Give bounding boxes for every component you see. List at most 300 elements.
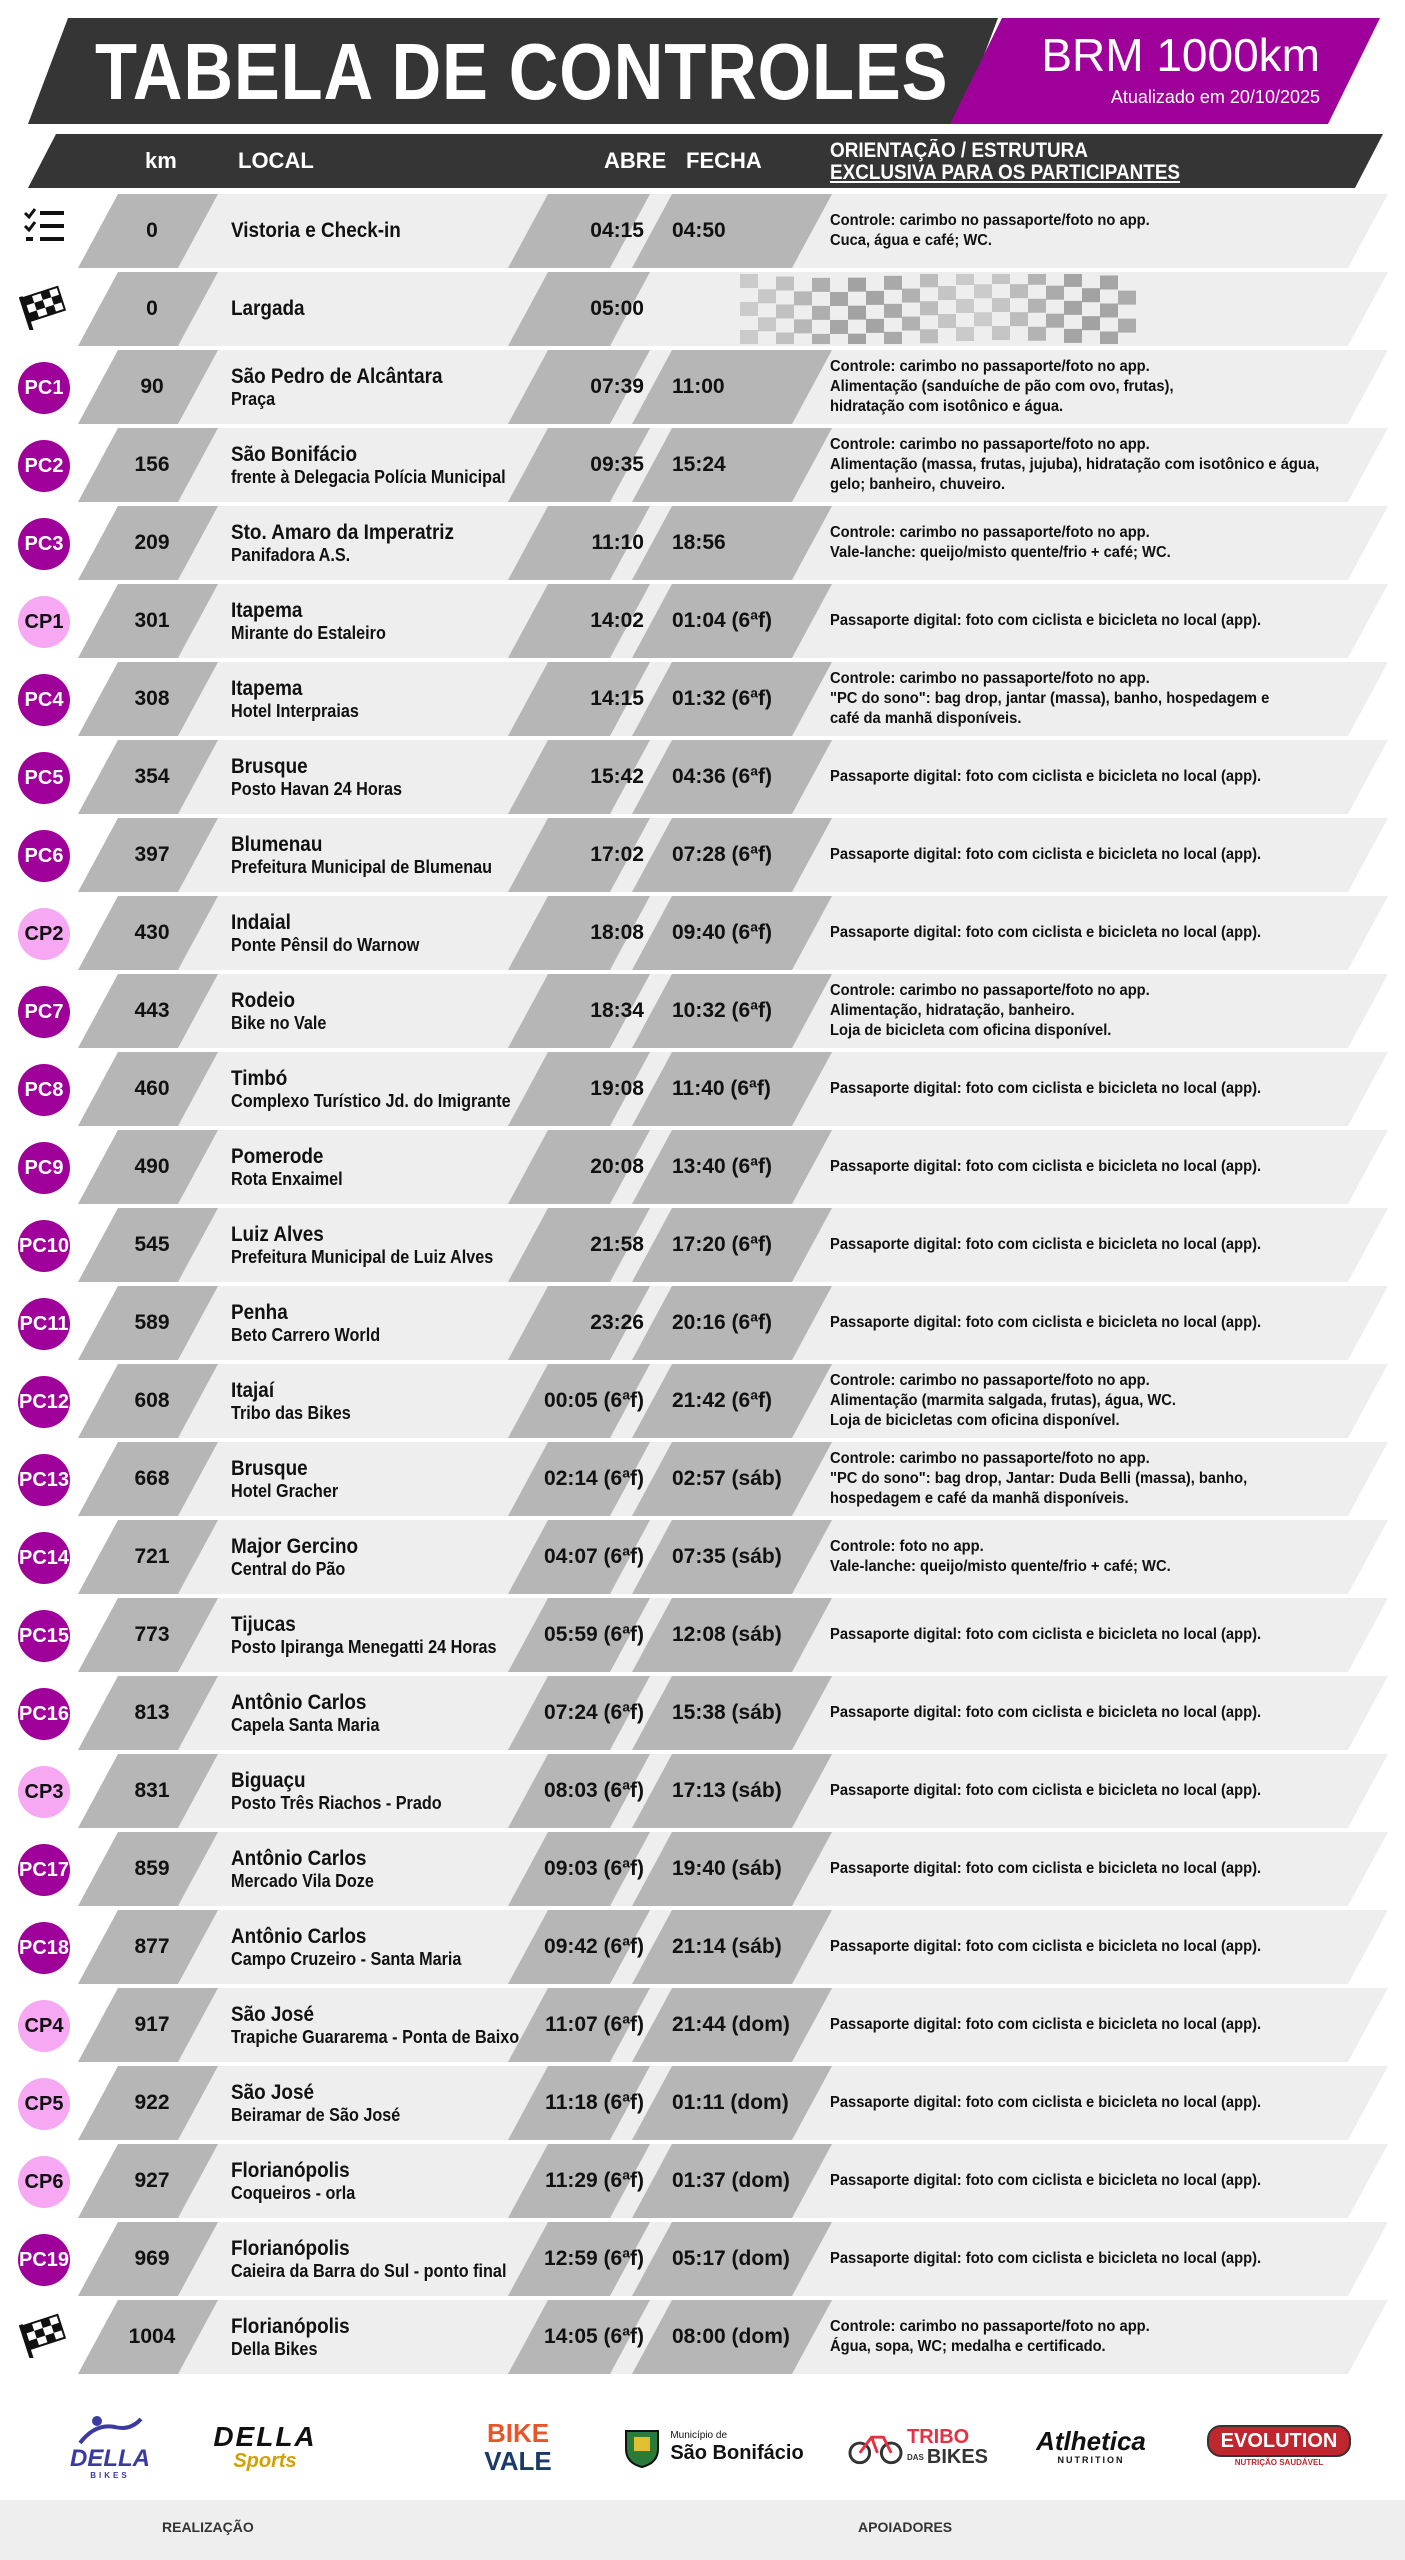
control-badge: CP1 bbox=[18, 596, 70, 648]
location-name: Penha bbox=[231, 1300, 288, 1324]
location-name: Pomerode bbox=[231, 1144, 324, 1168]
km-value: 608 bbox=[134, 1389, 170, 1412]
tribo-logo-small: DAS bbox=[906, 2452, 924, 2462]
control-badge: CP5 bbox=[18, 2078, 70, 2130]
location-detail: Hotel Interpraias bbox=[231, 700, 359, 721]
apoiadores-label: APOIADORES bbox=[858, 2519, 953, 2535]
closing-time: 01:04 (6ªf) bbox=[672, 609, 772, 632]
bike-no-vale-logo bbox=[478, 2412, 558, 2482]
location-name: Luiz Alves bbox=[231, 1222, 324, 1246]
cyclist-icon bbox=[75, 2413, 145, 2447]
control-badge: PC8 bbox=[18, 1064, 70, 1116]
orientation-note-line: Vale-lanche: queijo/misto quente/frio + café; WC. bbox=[830, 1558, 1171, 1575]
location bbox=[231, 350, 531, 424]
orientation-note-line: Controle: carimbo no passaporte/foto no app. bbox=[830, 982, 1150, 999]
atlhetica-logo-text: Atlhetica bbox=[1036, 2426, 1146, 2456]
location bbox=[231, 272, 531, 346]
orientation-note-line: Loja de bicicletas com oficina disponível. bbox=[830, 1412, 1120, 1429]
orientation-note-line: Controle: carimbo no passaporte/foto no app. bbox=[830, 358, 1150, 375]
tribo-text bbox=[907, 2427, 988, 2467]
control-badge: PC18 bbox=[18, 1922, 70, 1974]
orientation-note-line: Vale-lanche: queijo/misto quente/frio + café; WC. bbox=[830, 544, 1171, 561]
km-value: 90 bbox=[140, 375, 164, 398]
location-detail: Mirante do Estaleiro bbox=[231, 622, 386, 643]
orientation-note-line: Passaporte digital: foto com ciclista e bicicleta no local (app). bbox=[830, 2172, 1262, 2189]
closing-time: 11:40 (6ªf) bbox=[672, 1077, 771, 1100]
closing-time: 07:28 (6ªf) bbox=[672, 843, 772, 866]
location-name: Blumenau bbox=[231, 832, 323, 856]
atlhetica-logo-subtext: NUTRITION bbox=[1057, 2455, 1125, 2465]
location-name: Indaial bbox=[231, 910, 291, 934]
location bbox=[231, 740, 531, 814]
location-detail: Hotel Gracher bbox=[231, 1480, 339, 1501]
opening-time: 07:39 bbox=[590, 375, 644, 398]
location-name: Rodeio bbox=[231, 988, 296, 1012]
location-name: Largada bbox=[231, 297, 305, 320]
orientation-note-line: Passaporte digital: foto com ciclista e bicicleta no local (app). bbox=[830, 768, 1262, 785]
location-detail: Campo Cruzeiro - Santa Maria bbox=[231, 1948, 462, 1969]
location-detail: Panifadora A.S. bbox=[231, 544, 351, 565]
closing-time: 10:32 (6ªf) bbox=[672, 999, 772, 1022]
orientation-note-line: Passaporte digital: foto com ciclista e bicicleta no local (app). bbox=[830, 1236, 1262, 1253]
location bbox=[231, 194, 531, 268]
orientation-notes bbox=[830, 740, 1378, 814]
opening-time: 05:00 bbox=[590, 297, 644, 320]
della-bikes-logo bbox=[60, 2412, 160, 2482]
location-detail: Bike no Vale bbox=[231, 1012, 327, 1033]
control-badge: CP2 bbox=[18, 908, 70, 960]
sponsor-logos bbox=[0, 2392, 1405, 2498]
location-detail: Beiramar de São José bbox=[231, 2104, 401, 2125]
table-row bbox=[0, 428, 1405, 502]
closing-time: 01:32 (6ªf) bbox=[672, 687, 772, 710]
location-detail: Prefeitura Municipal de Blumenau bbox=[231, 856, 493, 877]
location-name: Major Gercino bbox=[231, 1534, 359, 1558]
location bbox=[231, 2144, 531, 2218]
location bbox=[231, 584, 531, 658]
table-row bbox=[0, 1052, 1405, 1126]
della-sports-logo bbox=[190, 2412, 340, 2482]
control-badge: PC3 bbox=[18, 518, 70, 570]
column-orientation bbox=[830, 140, 1180, 184]
closing-time: 15:38 (sáb) bbox=[672, 1701, 782, 1724]
della-sports-logo-text: DELLA bbox=[213, 2421, 317, 2452]
orientation-note-line: Controle: carimbo no passaporte/foto no app. bbox=[830, 2318, 1150, 2335]
control-badge: PC9 bbox=[18, 1142, 70, 1194]
km-value: 209 bbox=[134, 531, 170, 554]
location bbox=[231, 1286, 531, 1360]
orientation-note-line: Passaporte digital: foto com ciclista e bicicleta no local (app). bbox=[830, 924, 1262, 941]
control-badge: PC13 bbox=[18, 1454, 70, 1506]
control-badge: PC16 bbox=[18, 1688, 70, 1740]
location-detail: Mercado Vila Doze bbox=[231, 1870, 374, 1891]
location-name: Timbó bbox=[231, 1066, 288, 1090]
location-detail: Posto Ipiranga Menegatti 24 Horas bbox=[231, 1636, 497, 1657]
location-name: Itapema bbox=[231, 598, 303, 622]
opening-time: 12:59 (6ªf) bbox=[544, 2247, 644, 2270]
location bbox=[231, 1364, 531, 1438]
table-row bbox=[0, 974, 1405, 1048]
location bbox=[231, 1520, 531, 1594]
orientation-notes bbox=[830, 1676, 1378, 1750]
tribo-das-bikes-logo bbox=[848, 2412, 988, 2482]
orientation-note-line: Alimentação (marmita salgada, frutas), água, WC. bbox=[830, 1392, 1177, 1409]
location bbox=[231, 1988, 531, 2062]
location-name: São Pedro de Alcântara bbox=[231, 364, 443, 388]
della-sports-logo-subtext: Sports bbox=[233, 2450, 297, 2472]
table-row bbox=[0, 2144, 1405, 2218]
control-badge: PC1 bbox=[18, 362, 70, 414]
location-detail: Coqueiros - orla bbox=[231, 2182, 356, 2203]
opening-time: 09:03 (6ªf) bbox=[544, 1857, 644, 1880]
km-value: 1004 bbox=[128, 2325, 176, 2348]
coat-of-arms-icon bbox=[620, 2425, 664, 2469]
orientation-notes bbox=[830, 1754, 1378, 1828]
km-value: 308 bbox=[134, 687, 170, 710]
orientation-notes bbox=[830, 1832, 1378, 1906]
della-logo-text: DELLA bbox=[70, 2445, 150, 2472]
control-badge: CP3 bbox=[18, 1766, 70, 1818]
table-row bbox=[0, 2222, 1405, 2296]
evolution-logo-text: EVOLUTION bbox=[1207, 2425, 1352, 2457]
location-name: Vistoria e Check-in bbox=[231, 219, 401, 242]
km-value: 443 bbox=[134, 999, 170, 1022]
sao-bonifacio-text bbox=[670, 2430, 803, 2464]
orientation-notes bbox=[830, 272, 1378, 346]
closing-time: 05:17 (dom) bbox=[672, 2247, 790, 2270]
location-name: Itajaí bbox=[231, 1378, 275, 1402]
orientation-notes bbox=[830, 2066, 1378, 2140]
checkered-flag-icon bbox=[18, 2312, 70, 2364]
location-name: Brusque bbox=[231, 1456, 308, 1480]
orientation-notes bbox=[830, 662, 1378, 736]
orientation-notes bbox=[830, 428, 1378, 502]
location-detail: Posto Três Riachos - Prado bbox=[231, 1792, 442, 1813]
opening-time: 00:05 (6ªf) bbox=[544, 1389, 644, 1412]
table-row bbox=[0, 1832, 1405, 1906]
control-badge: CP4 bbox=[18, 2000, 70, 2052]
orientation-note-line: Controle: carimbo no passaporte/foto no app. bbox=[830, 212, 1150, 229]
orientation-note-line: Controle: carimbo no passaporte/foto no app. bbox=[830, 670, 1150, 687]
control-badge: PC2 bbox=[18, 440, 70, 492]
orientation-notes bbox=[830, 1286, 1378, 1360]
location-name: São Bonifácio bbox=[231, 442, 358, 466]
orientation-note-line: Passaporte digital: foto com ciclista e bicicleta no local (app). bbox=[830, 1938, 1262, 1955]
location bbox=[231, 1676, 531, 1750]
location-detail: Beto Carrero World bbox=[231, 1324, 381, 1345]
orientation-note-line: Controle: carimbo no passaporte/foto no app. bbox=[830, 436, 1150, 453]
opening-time: 09:42 (6ªf) bbox=[544, 1935, 644, 1958]
evolution-logo-subtext: NUTRIÇÃO SAUDÁVEL bbox=[1234, 2458, 1324, 2467]
updated-date: Atualizado em 20/10/2025 bbox=[1110, 87, 1320, 107]
closing-time: 20:16 (6ªf) bbox=[672, 1311, 772, 1334]
table-row bbox=[0, 584, 1405, 658]
table-row bbox=[0, 1364, 1405, 1438]
orientation-note-line: Passaporte digital: foto com ciclista e bicicleta no local (app). bbox=[830, 1158, 1262, 1175]
km-value: 460 bbox=[134, 1077, 170, 1100]
column-orientation-line1: ORIENTAÇÃO / ESTRUTURA bbox=[830, 139, 1088, 162]
orientation-notes bbox=[830, 1988, 1378, 2062]
orientation-notes bbox=[830, 896, 1378, 970]
orientation-notes bbox=[830, 1208, 1378, 1282]
km-value: 969 bbox=[134, 2247, 170, 2270]
location-name: Florianópolis bbox=[231, 2158, 350, 2182]
opening-time: 07:24 (6ªf) bbox=[544, 1701, 644, 1724]
sao-bonifacio-small: Município de bbox=[670, 2430, 728, 2441]
closing-time: 11:00 bbox=[672, 375, 725, 398]
location bbox=[231, 1442, 531, 1516]
control-badge: PC5 bbox=[18, 752, 70, 804]
closing-time: 13:40 (6ªf) bbox=[672, 1155, 772, 1178]
km-value: 589 bbox=[134, 1311, 170, 1334]
closing-time: 19:40 (sáb) bbox=[672, 1857, 782, 1880]
opening-time: 09:35 bbox=[590, 453, 644, 476]
location-detail: Posto Havan 24 Horas bbox=[231, 778, 403, 799]
location bbox=[231, 1052, 531, 1126]
orientation-note-line: Controle: carimbo no passaporte/foto no app. bbox=[830, 1450, 1150, 1467]
orientation-note-line: Cuca, água e café; WC. bbox=[830, 232, 992, 249]
opening-time: 21:58 bbox=[590, 1233, 644, 1256]
location bbox=[231, 1754, 531, 1828]
orientation-notes bbox=[830, 584, 1378, 658]
km-value: 156 bbox=[134, 453, 170, 476]
orientation-note-line: Controle: foto no app. bbox=[830, 1538, 984, 1555]
column-local: LOCAL bbox=[238, 148, 314, 173]
closing-time: 17:20 (6ªf) bbox=[672, 1233, 772, 1256]
opening-time: 14:02 bbox=[590, 609, 644, 632]
table-row bbox=[0, 1442, 1405, 1516]
column-fecha: FECHA bbox=[686, 148, 762, 173]
location-detail: Praça bbox=[231, 388, 276, 409]
location-name: São José bbox=[231, 2002, 314, 2026]
checkered-flag-icon bbox=[18, 284, 70, 336]
km-value: 773 bbox=[134, 1623, 170, 1646]
km-value: 668 bbox=[134, 1467, 170, 1490]
event-title: BRM 1000km bbox=[1041, 29, 1320, 81]
orientation-notes bbox=[830, 2300, 1378, 2374]
opening-time: 02:14 (6ªf) bbox=[544, 1467, 644, 1490]
evolution-logo bbox=[1204, 2412, 1354, 2482]
km-value: 917 bbox=[134, 2013, 170, 2036]
location-detail: Prefeitura Municipal de Luiz Alves bbox=[231, 1246, 494, 1267]
km-value: 397 bbox=[134, 843, 170, 866]
opening-time: 04:15 bbox=[590, 219, 644, 242]
orientation-note-line: Alimentação (sanduíche de pão com ovo, frutas), bbox=[830, 378, 1174, 395]
tribo-logo-text2: BIKES bbox=[926, 2446, 988, 2468]
table-row bbox=[0, 1676, 1405, 1750]
realizacao-label: REALIZAÇÃO bbox=[162, 2519, 254, 2535]
location-name: Tijucas bbox=[231, 1612, 296, 1636]
control-badge: PC17 bbox=[18, 1844, 70, 1896]
opening-time: 11:10 bbox=[591, 531, 644, 554]
column-km: km bbox=[145, 148, 177, 173]
orientation-note-line: hospedagem e café da manhã disponíveis. bbox=[830, 1490, 1129, 1507]
km-value: 354 bbox=[134, 765, 170, 788]
closing-time: 17:13 (sáb) bbox=[672, 1779, 782, 1802]
location bbox=[231, 1910, 531, 1984]
km-value: 545 bbox=[134, 1233, 170, 1256]
closing-time: 21:14 (sáb) bbox=[672, 1935, 782, 1958]
orientation-notes bbox=[830, 1052, 1378, 1126]
km-value: 0 bbox=[146, 297, 158, 320]
location-detail: Rota Enxaimel bbox=[231, 1168, 343, 1189]
orientation-note-line: gelo; banheiro, chuveiro. bbox=[830, 476, 1006, 493]
table-row bbox=[0, 1520, 1405, 1594]
orientation-notes bbox=[830, 974, 1378, 1048]
della-logo-subtext: BIKES bbox=[90, 2471, 130, 2480]
table-row bbox=[0, 2066, 1405, 2140]
location-detail: Caieira da Barra do Sul - ponto final bbox=[231, 2260, 507, 2281]
km-value: 831 bbox=[134, 1779, 170, 1802]
orientation-note-line: Passaporte digital: foto com ciclista e bicicleta no local (app). bbox=[830, 2094, 1262, 2111]
location bbox=[231, 1208, 531, 1282]
orientation-notes bbox=[830, 506, 1378, 580]
location-detail: Central do Pão bbox=[231, 1558, 346, 1579]
table-row bbox=[0, 272, 1405, 346]
location bbox=[231, 662, 531, 736]
location bbox=[231, 896, 531, 970]
tribo-logo-line2 bbox=[907, 2447, 988, 2467]
table-row bbox=[0, 1208, 1405, 1282]
orientation-note-line: Passaporte digital: foto com ciclista e bicicleta no local (app). bbox=[830, 2016, 1262, 2033]
location-name: Sto. Amaro da Imperatriz bbox=[231, 520, 455, 544]
km-value: 490 bbox=[134, 1155, 170, 1178]
orientation-note-line: hidratação com isotônico e água. bbox=[830, 398, 1064, 415]
orientation-note-line: Passaporte digital: foto com ciclista e bicicleta no local (app). bbox=[830, 846, 1262, 863]
opening-time: 18:34 bbox=[590, 999, 644, 1022]
orientation-notes bbox=[830, 2144, 1378, 2218]
closing-time: 12:08 (sáb) bbox=[672, 1623, 782, 1646]
km-value: 301 bbox=[134, 609, 170, 632]
table-row bbox=[0, 896, 1405, 970]
orientation-notes bbox=[830, 1520, 1378, 1594]
closing-time: 18:56 bbox=[672, 531, 726, 554]
closing-time: 01:11 (dom) bbox=[672, 2091, 789, 2114]
column-abre: ABRE bbox=[604, 148, 667, 173]
location-name: Antônio Carlos bbox=[231, 1690, 367, 1714]
opening-time: 04:07 (6ªf) bbox=[544, 1545, 644, 1568]
checklist-icon bbox=[18, 206, 70, 258]
orientation-notes bbox=[830, 350, 1378, 424]
orientation-note-line: Passaporte digital: foto com ciclista e bicicleta no local (app). bbox=[830, 1080, 1262, 1097]
opening-time: 23:26 bbox=[590, 1311, 644, 1334]
orientation-note-line: Passaporte digital: foto com ciclista e bicicleta no local (app). bbox=[830, 1782, 1262, 1799]
opening-time: 18:08 bbox=[590, 921, 644, 944]
table-row bbox=[0, 1754, 1405, 1828]
orientation-note-line: Passaporte digital: foto com ciclista e bicicleta no local (app). bbox=[830, 2250, 1262, 2267]
location-detail: Complexo Turístico Jd. do Imigrante bbox=[231, 1090, 511, 1111]
km-value: 430 bbox=[134, 921, 170, 944]
km-value: 927 bbox=[134, 2169, 170, 2192]
table-row bbox=[0, 818, 1405, 892]
location bbox=[231, 2222, 531, 2296]
closing-time: 21:44 (dom) bbox=[672, 2013, 790, 2036]
closing-time: 09:40 (6ªf) bbox=[672, 921, 772, 944]
table-row bbox=[0, 1988, 1405, 2062]
bike-vale-logo-text2: VALE bbox=[484, 2446, 552, 2476]
orientation-notes bbox=[830, 1364, 1378, 1438]
location-name: São José bbox=[231, 2080, 314, 2104]
orientation-notes bbox=[830, 1442, 1378, 1516]
orientation-note-line: Passaporte digital: foto com ciclista e bicicleta no local (app). bbox=[830, 1626, 1262, 1643]
table-row bbox=[0, 1910, 1405, 1984]
orientation-notes bbox=[830, 818, 1378, 892]
control-badge: PC7 bbox=[18, 986, 70, 1038]
control-badge: PC15 bbox=[18, 1610, 70, 1662]
closing-time: 01:37 (dom) bbox=[672, 2169, 790, 2192]
location-detail: Capela Santa Maria bbox=[231, 1714, 380, 1735]
orientation-note-line: Passaporte digital: foto com ciclista e bicicleta no local (app). bbox=[830, 1314, 1262, 1331]
orientation-notes bbox=[830, 1598, 1378, 1672]
orientation-note-line: Controle: carimbo no passaporte/foto no app. bbox=[830, 524, 1150, 541]
location bbox=[231, 1832, 531, 1906]
location-detail: frente à Delegacia Polícia Municipal bbox=[231, 466, 506, 487]
closing-time: 07:35 (sáb) bbox=[672, 1545, 782, 1568]
table-row bbox=[0, 662, 1405, 736]
sao-bonifacio-name: São Bonifácio bbox=[670, 2442, 804, 2464]
location bbox=[231, 974, 531, 1048]
control-badge: PC12 bbox=[18, 1376, 70, 1428]
opening-time: 11:18 (6ªf) bbox=[545, 2091, 644, 2114]
km-value: 813 bbox=[134, 1701, 170, 1724]
location bbox=[231, 1598, 531, 1672]
closing-time: 08:00 (dom) bbox=[672, 2325, 790, 2348]
location-name: Antônio Carlos bbox=[231, 1846, 367, 1870]
sao-bonifacio-logo bbox=[612, 2412, 812, 2482]
opening-time: 14:05 (6ªf) bbox=[544, 2325, 644, 2348]
control-badge: PC4 bbox=[18, 674, 70, 726]
location-name: Itapema bbox=[231, 676, 303, 700]
table-row bbox=[0, 1598, 1405, 1672]
closing-time: 04:50 bbox=[672, 219, 726, 242]
location-detail: Tribo das Bikes bbox=[231, 1402, 351, 1423]
opening-time: 20:08 bbox=[590, 1155, 644, 1178]
orientation-note-line: café da manhã disponíveis. bbox=[830, 710, 1022, 727]
orientation-note-line: Alimentação, hidratação, banheiro. bbox=[830, 1002, 1075, 1019]
table-row bbox=[0, 1130, 1405, 1204]
location-name: Antônio Carlos bbox=[231, 1924, 367, 1948]
orientation-note-line: Passaporte digital: foto com ciclista e bicicleta no local (app). bbox=[830, 612, 1262, 629]
km-value: 877 bbox=[134, 1935, 170, 1958]
closing-time: 21:42 (6ªf) bbox=[672, 1389, 772, 1412]
orientation-notes bbox=[830, 194, 1378, 268]
km-value: 859 bbox=[134, 1857, 170, 1880]
opening-time: 05:59 (6ªf) bbox=[544, 1623, 644, 1646]
table-row bbox=[0, 506, 1405, 580]
orientation-note-line: Passaporte digital: foto com ciclista e bicicleta no local (app). bbox=[830, 1704, 1262, 1721]
page-title: TABELA DE CONTROLES bbox=[95, 27, 949, 116]
opening-time: 14:15 bbox=[590, 687, 644, 710]
orientation-note-line: "PC do sono": bag drop, jantar (massa), banho, hospedagem e bbox=[830, 690, 1270, 707]
location-name: Florianópolis bbox=[231, 2236, 350, 2260]
bike-vale-logo-text1: BIKE bbox=[486, 2418, 550, 2448]
control-badge: PC19 bbox=[18, 2234, 70, 2286]
bicycle-icon bbox=[848, 2427, 903, 2467]
km-value: 721 bbox=[134, 1545, 170, 1568]
km-value: 0 bbox=[146, 219, 158, 242]
location bbox=[231, 818, 531, 892]
orientation-note-line: Passaporte digital: foto com ciclista e bicicleta no local (app). bbox=[830, 1860, 1262, 1877]
column-orientation-line2: EXCLUSIVA PARA OS PARTICIPANTES bbox=[830, 161, 1181, 184]
table-row bbox=[0, 2300, 1405, 2374]
control-badge: PC11 bbox=[18, 1298, 70, 1350]
opening-time: 11:07 (6ªf) bbox=[545, 2013, 644, 2036]
orientation-notes bbox=[830, 1130, 1378, 1204]
closing-time: 04:36 (6ªf) bbox=[672, 765, 772, 788]
location bbox=[231, 428, 531, 502]
location-detail: Trapiche Guararema - Ponta de Baixo bbox=[231, 2026, 520, 2047]
location-detail: Della Bikes bbox=[231, 2338, 318, 2359]
